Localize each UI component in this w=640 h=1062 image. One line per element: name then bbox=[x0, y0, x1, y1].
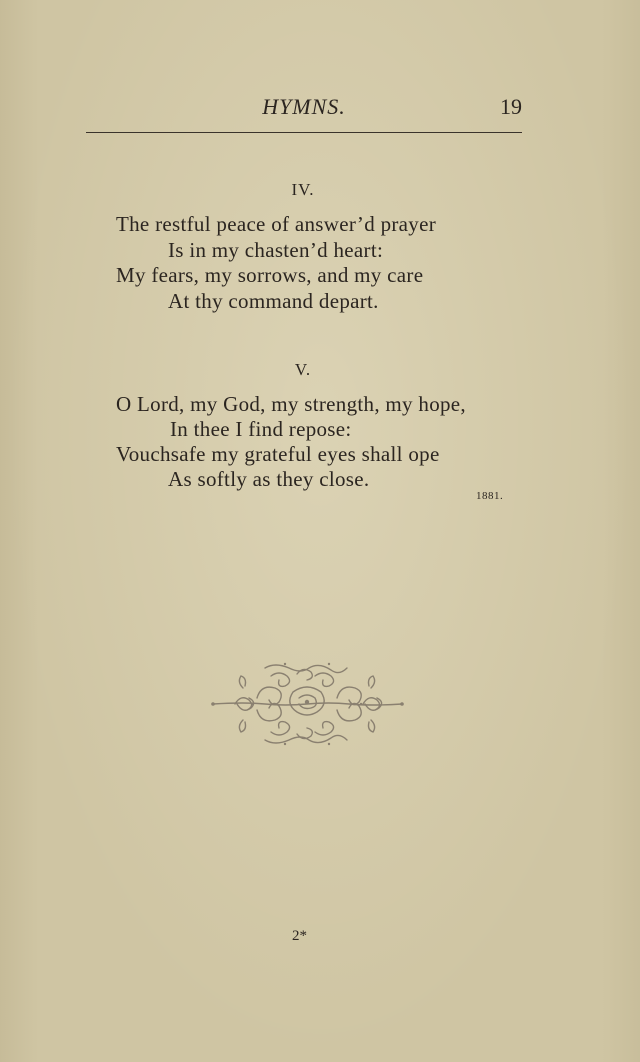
verse-line: The restful peace of answer’d prayer bbox=[116, 212, 436, 236]
verse-line: As softly as they close. bbox=[168, 467, 370, 491]
header-rule bbox=[86, 132, 522, 133]
poem-date: 1881. bbox=[476, 490, 504, 502]
running-head bbox=[86, 92, 522, 124]
signature-mark: 2* bbox=[292, 928, 307, 944]
verse-line: Vouchsafe my grateful eyes shall ope bbox=[116, 442, 440, 466]
verse-line: At thy command depart. bbox=[168, 289, 379, 313]
floral-scroll-ornament-icon bbox=[205, 658, 410, 750]
verse-line: In thee I find repose: bbox=[170, 417, 352, 441]
page-number: 19 bbox=[500, 94, 522, 119]
verse-line: O Lord, my God, my strength, my hope, bbox=[116, 392, 466, 416]
stanza-number-v: V. bbox=[294, 360, 312, 379]
verse-line: My fears, my sorrows, and my care bbox=[116, 263, 424, 287]
stanza-number-iv: IV. bbox=[291, 180, 315, 199]
running-title: HYMNS. bbox=[262, 94, 346, 119]
verse-line: Is in my chasten’d heart: bbox=[168, 238, 384, 262]
